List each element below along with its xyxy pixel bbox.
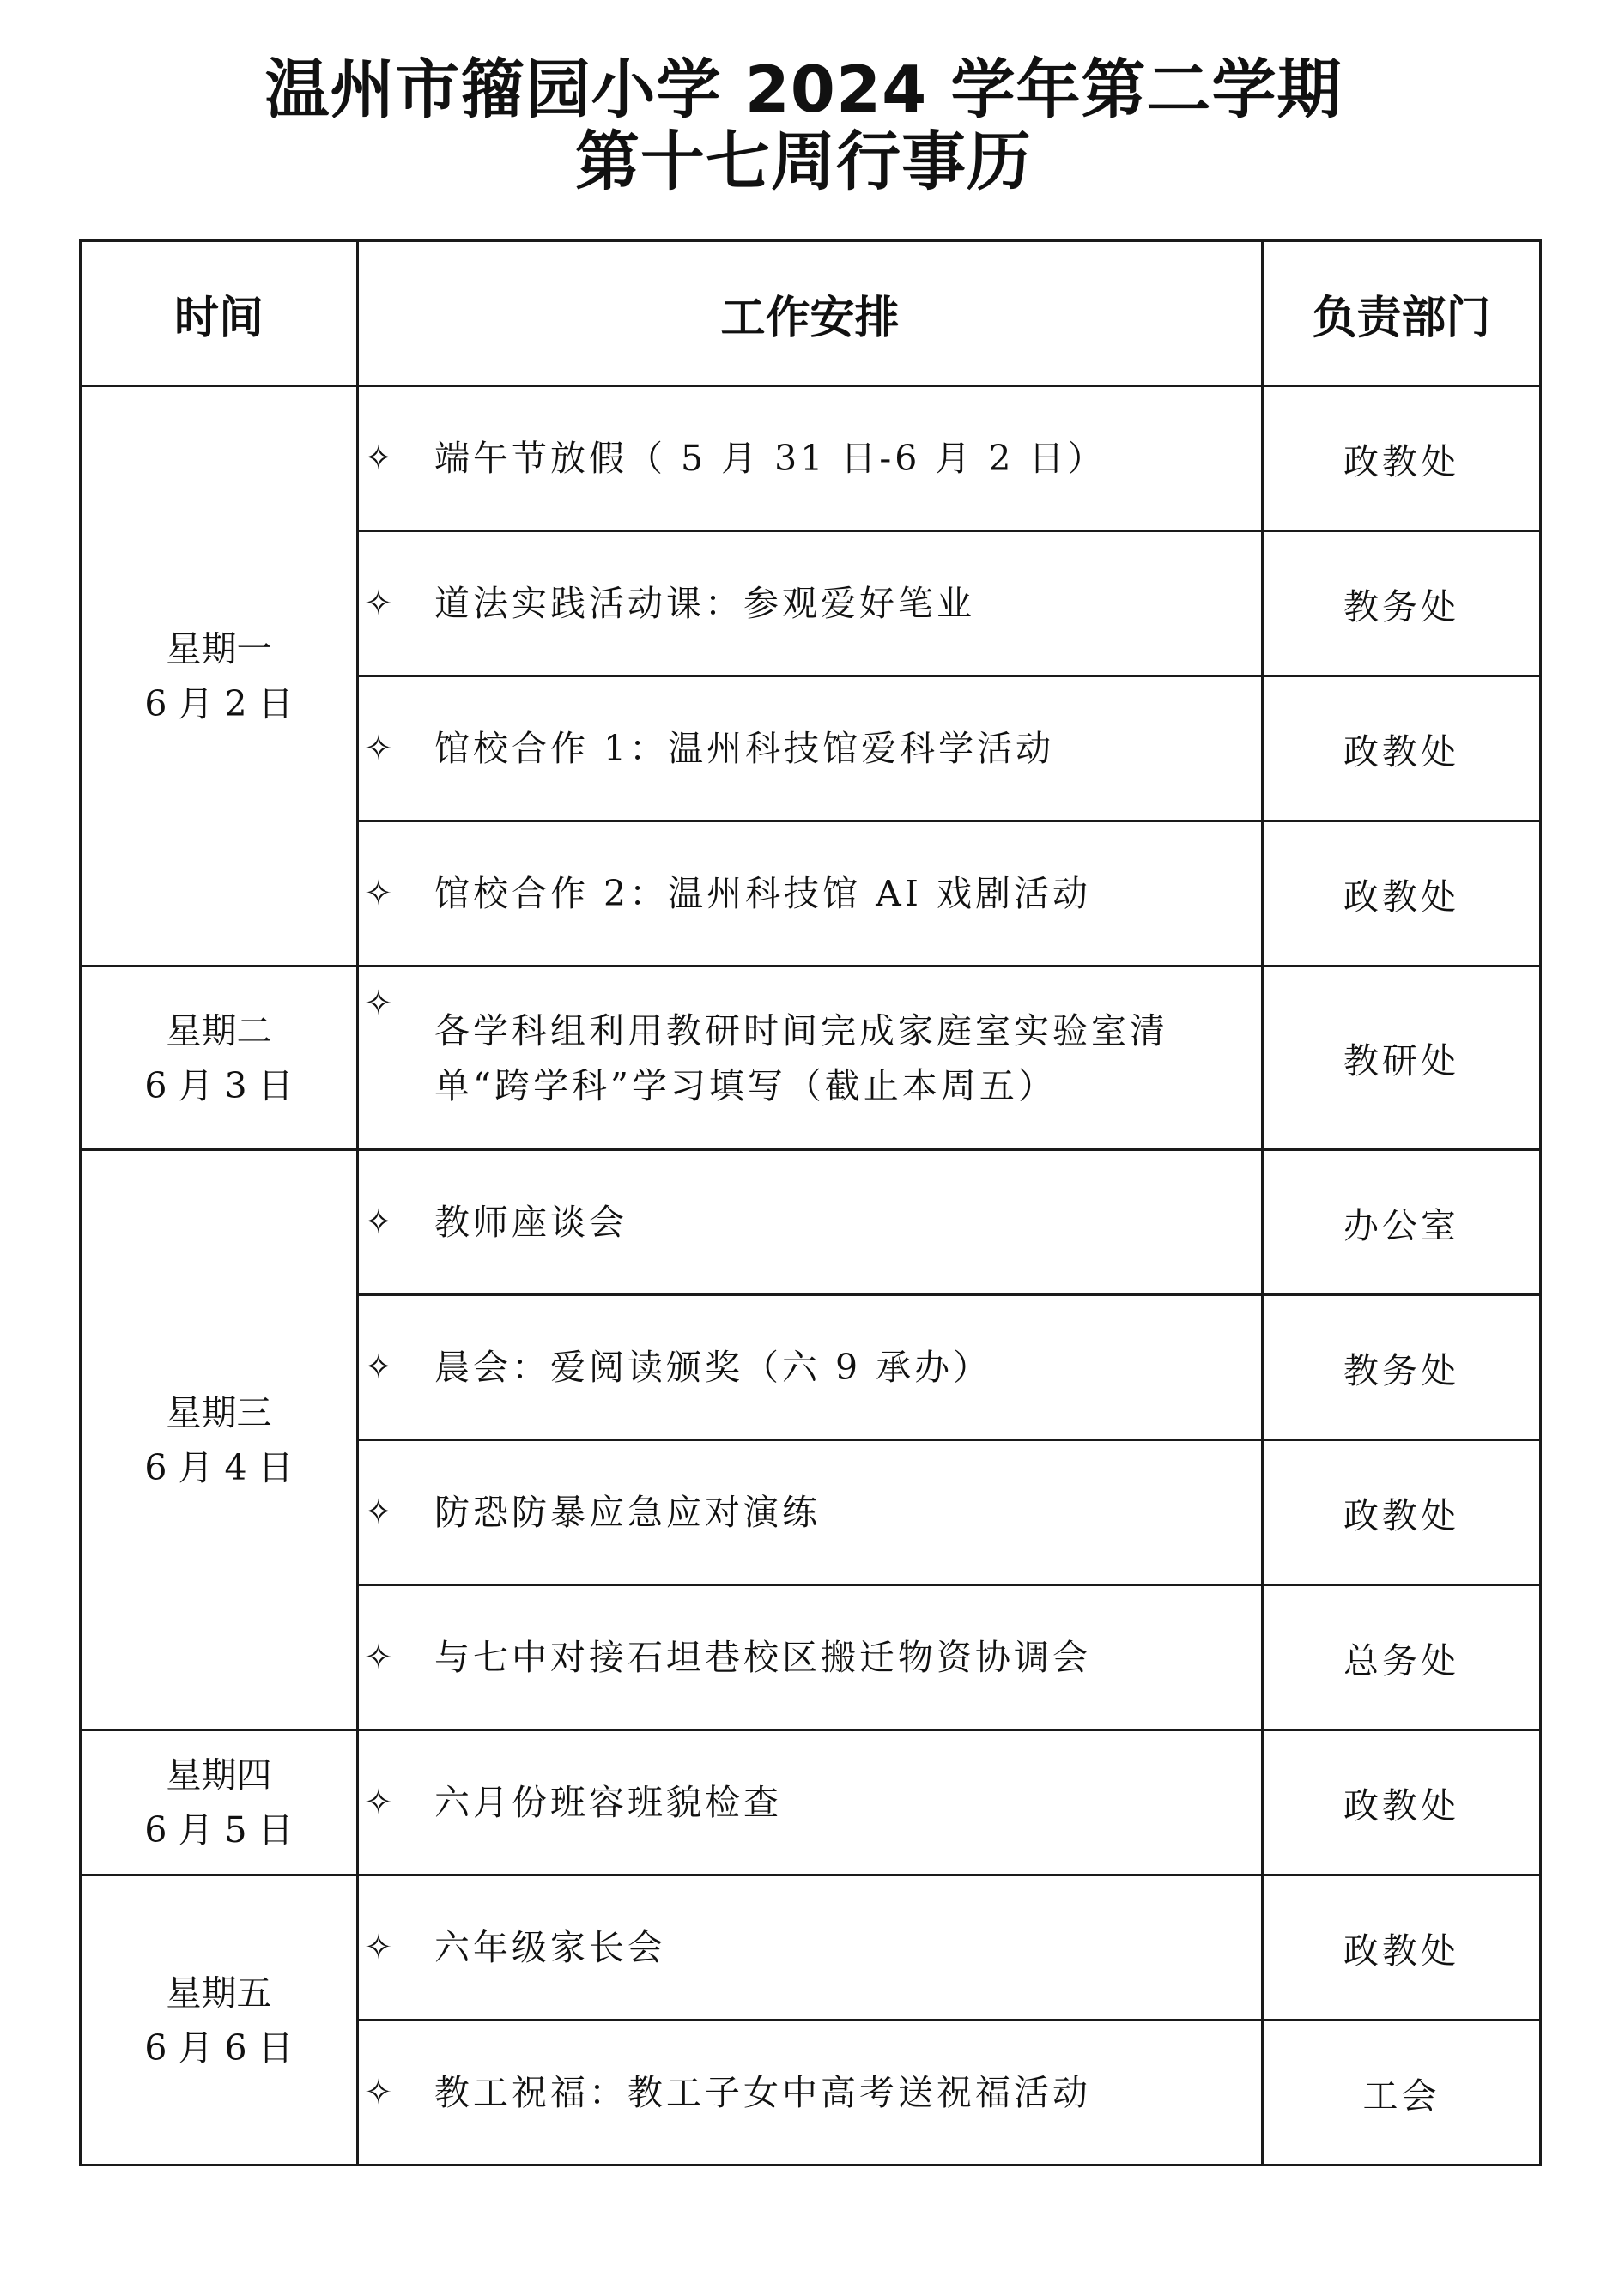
day-cell-monday: [81, 386, 358, 966]
task-text: 六年级家长会: [434, 1927, 666, 1968]
date-label: 6 月 4 日: [144, 1446, 294, 1488]
task-text: 防恐防暴应急应对演练: [434, 1492, 821, 1533]
weekday-label: 星期五: [166, 1972, 272, 2014]
star-bullet-icon: ✧: [364, 874, 393, 913]
star-bullet-icon: ✧: [364, 729, 393, 768]
header-time: 时间: [81, 241, 358, 386]
star-bullet-icon: ✧: [364, 984, 393, 1023]
task-cell: [358, 676, 1263, 821]
date-label: 6 月 2 日: [144, 682, 294, 724]
header-dept: 负责部门: [1263, 241, 1541, 386]
task-cell: [358, 966, 1263, 1150]
task-cell: [358, 1730, 1263, 1875]
dept-cell: 办公室: [1263, 1150, 1541, 1295]
star-bullet-icon: ✧: [364, 1638, 393, 1677]
task-cell: [358, 531, 1263, 676]
dept-cell: 政教处: [1263, 386, 1541, 531]
page-title: 温州市籀园小学 2024 学年第二学期: [264, 51, 1343, 127]
date-label: 6 月 5 日: [144, 1809, 294, 1851]
task-cell: [358, 821, 1263, 966]
table-row: [81, 1730, 1541, 1875]
star-bullet-icon: ✧: [364, 439, 393, 478]
task-text: 道法实践活动课：参观爱好笔业: [434, 583, 975, 624]
day-cell-wednesday: [81, 1150, 358, 1730]
task-text: 六月份班容班貌检查: [434, 1782, 782, 1823]
star-bullet-icon: ✧: [364, 2073, 393, 2112]
star-bullet-icon: ✧: [364, 1928, 393, 1967]
header-row: [81, 241, 1541, 386]
day-cell-tuesday: [81, 966, 358, 1150]
task-text: 馆校合作 1：温州科技馆爱科学活动: [434, 728, 1055, 769]
dept-cell: 工会: [1263, 2020, 1541, 2166]
task-text: 馆校合作 2：温州科技馆 AI 戏剧活动: [434, 873, 1091, 914]
task-text: 端午节放假（ 5 月 31 日-6 月 2 日）: [434, 438, 1107, 479]
header-work: 工作安排: [358, 241, 1263, 386]
task-text: 教工祝福：教工子女中高考送祝福活动: [434, 2072, 1091, 2113]
star-bullet-icon: ✧: [364, 1493, 393, 1532]
dept-cell: 政教处: [1263, 821, 1541, 966]
task-cell: [358, 1440, 1263, 1585]
task-cell: [358, 386, 1263, 531]
table-row: [81, 966, 1541, 1150]
date-label: 6 月 3 日: [144, 1064, 294, 1106]
dept-cell: 总务处: [1263, 1585, 1541, 1730]
table-row: [81, 1150, 1541, 1295]
dept-cell: 政教处: [1263, 676, 1541, 821]
table-row: [81, 386, 1541, 531]
dept-cell: 政教处: [1263, 1875, 1541, 2020]
task-cell: [358, 1875, 1263, 2020]
task-cell: [358, 1585, 1263, 1730]
task-cell: [358, 1295, 1263, 1440]
schedule-table: [79, 239, 1542, 2166]
dept-cell: 教研处: [1263, 966, 1541, 1150]
day-cell-friday: [81, 1875, 358, 2166]
table-row: [81, 1875, 1541, 2020]
star-bullet-icon: ✧: [364, 1783, 393, 1822]
weekday-label: 星期四: [166, 1754, 272, 1796]
weekday-label: 星期二: [166, 1009, 272, 1051]
task-cell: [358, 2020, 1263, 2166]
task-cell: [358, 1150, 1263, 1295]
day-cell-thursday: [81, 1730, 358, 1875]
dept-cell: 政教处: [1263, 1730, 1541, 1875]
weekday-label: 星期三: [166, 1391, 272, 1433]
task-text: 各学科组利用教研时间完成家庭室实验室清单“跨学科”学习填写（截止本周五）: [434, 1009, 1168, 1106]
star-bullet-icon: ✧: [364, 1348, 393, 1387]
date-label: 6 月 6 日: [144, 2026, 294, 2069]
dept-cell: 教务处: [1263, 531, 1541, 676]
page-subtitle: 第十七周行事历: [574, 124, 1032, 199]
task-text: 教师座谈会: [434, 1202, 628, 1243]
weekday-label: 星期一: [166, 627, 272, 669]
task-text: 晨会：爱阅读颁奖（六 9 承办）: [434, 1347, 992, 1388]
star-bullet-icon: ✧: [364, 1203, 393, 1242]
dept-cell: 教务处: [1263, 1295, 1541, 1440]
dept-cell: 政教处: [1263, 1440, 1541, 1585]
star-bullet-icon: ✧: [364, 584, 393, 623]
task-text: 与七中对接石坦巷校区搬迁物资协调会: [434, 1637, 1091, 1678]
